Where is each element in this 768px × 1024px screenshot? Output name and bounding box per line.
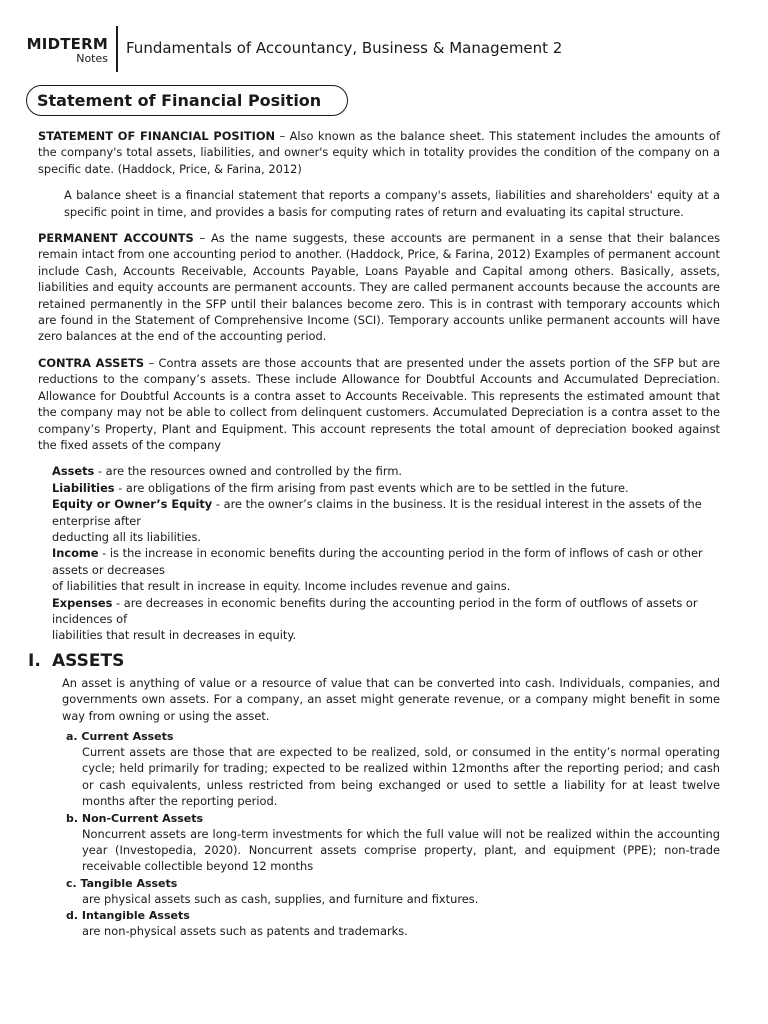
list-item [66, 812, 720, 875]
income-definition-cont: of liabilities that result in increase in equity. Income includes revenue and gains. [52, 579, 511, 594]
liabilities-text: - are obligations of the firm arising from past events which are to be settled in the future. [114, 480, 629, 495]
header-divider [116, 26, 118, 72]
list-item [66, 730, 720, 810]
income-text: - is the increase in economic benefits during the accounting period in the form of inflows of cash or other assets or decreases [52, 546, 703, 577]
document-body [28, 128, 721, 942]
balance-sheet-paragraph: A balance sheet is a financial statement that reports a company's assets, liabilities and shareholders' equity at a specific point in time, and provides a basis for computing rates of return and evaluating its capital structure. [64, 188, 720, 219]
assets-intro: An asset is anything of value or a resource of value that can be converted into cash. Individuals, companies, and governments own assets. For a company, an asset might generate revenue, or a company might benefit in some way from owning or using the asset. [62, 675, 720, 723]
equity-text: - are the owner’s claims in the business. It is the residual interest in the assets of the enterprise after [52, 497, 702, 528]
expenses-definition [52, 595, 720, 628]
expenses-definition-cont: liabilities that result in decreases in equity. [52, 628, 297, 643]
brand-block [26, 36, 108, 65]
expenses-term: Expenses [52, 595, 113, 610]
assets-heading [28, 650, 720, 672]
asset-type-list [66, 730, 720, 940]
contra-assets-text: – Contra assets are those accounts that are presented under the assets portion of the SFP but are reductions to the company’s assets. These include Allowance for Doubtful Accounts and Accumulated Depreciation. Allowance for Doubtful Accounts is a contra asset to Accounts Receivable. This represents the estimated amount that the company may not be able to collect from delinquent customers. Accumulated Depreciation is a contra asset to the company’s Property, Plant and Equipment. This account represents the total amount of depreciation booked against the fixed assets of the company [38, 355, 720, 452]
section-title-pill [26, 85, 348, 116]
tangible-assets-text: are physical assets such as cash, supplies, and furniture and fixtures. [82, 891, 479, 906]
equity-term: Equity or Owner’s Equity [52, 497, 213, 512]
sfp-definition [38, 128, 720, 177]
assets-text: - are the resources owned and controlled by the firm. [94, 464, 403, 479]
element-definitions [52, 463, 720, 643]
intangible-assets-label: d. Intangible Assets [66, 909, 190, 923]
income-term: Income [52, 546, 99, 561]
contra-assets-term: CONTRA ASSETS [38, 355, 145, 370]
sfp-text: – Also known as the balance sheet. This statement includes the amounts of the company's total assets, liabilities, and owner's equity which in totality provides the condition of the company on a specific date. (Haddock, Price, & Farina, 2012) [38, 129, 720, 176]
course-title: Fundamentals of Accountancy, Business & Management 2 [126, 39, 563, 57]
assets-definition [52, 463, 720, 479]
sfp-term: STATEMENT OF FINANCIAL POSITION [38, 129, 276, 143]
liabilities-term: Liabilities [52, 480, 115, 495]
assets-numeral: I. [28, 650, 41, 671]
brand-title: MIDTERM [26, 35, 108, 53]
non-current-assets-text: Noncurrent assets are long-term investments for which the full value will not be realized within the accounting year (Investopedia, 2020). Noncurrent assets comprise property, plant, and equipment (PPE); non-trade receivable collectible beyond 12 months [82, 826, 720, 874]
tangible-assets-label: c. Tangible Assets [66, 876, 178, 890]
non-current-assets-label: b. Non-Current Assets [66, 811, 204, 825]
intangible-assets-text: are non-physical assets such as patents and trademarks. [82, 924, 408, 939]
equity-definition-cont: deducting all its liabilities. [52, 529, 201, 544]
contra-assets-definition [38, 355, 720, 453]
permanent-accounts-definition [38, 230, 720, 345]
equity-definition [52, 496, 720, 529]
liabilities-definition [52, 480, 720, 496]
list-item [66, 877, 720, 907]
income-definition [52, 545, 720, 578]
current-assets-label: a. Current Assets [66, 730, 174, 743]
current-assets-text: Current assets are those that are expected to be realized, sold, or consumed in the entity’s normal operating cycle; held primarily for trading; expected to be realized within 12months after the reporting period; and cash or cash equivalents, unless restricted from being exchanged or used to settle a liability for at least twelve months after the reporting period. [82, 745, 720, 809]
list-item [66, 909, 720, 939]
brand-subtitle: Notes [76, 52, 108, 65]
permanent-accounts-text: – As the name suggests, these accounts are permanent in a sense that their balances remain intact from one accounting period to another. (Haddock, Price, & Farina, 2012) Examples of permanent account include Cash, Accounts Receivable, Accounts Payable, Loans Payable and Capital among others. Basically, assets, liabilities and equity accounts are permanent accounts. They are called permanent accounts because the accounts are retained permanently in the SFP until their balances become zero. This is in contrast with temporary accounts which are found in the Statement of Comprehensive Income (SCI). Temporary accounts unlike permanent accounts will have zero balances at the end of the accounting period. [38, 231, 721, 344]
assets-term: Assets [52, 464, 95, 479]
permanent-accounts-term: PERMANENT ACCOUNTS [38, 231, 194, 246]
expenses-text: - are decreases in economic benefits during the accounting period in the form of outflows of assets or incidences of [52, 595, 698, 626]
assets-heading-text: ASSETS [52, 650, 125, 671]
section-title: Statement of Financial Position [37, 91, 322, 110]
